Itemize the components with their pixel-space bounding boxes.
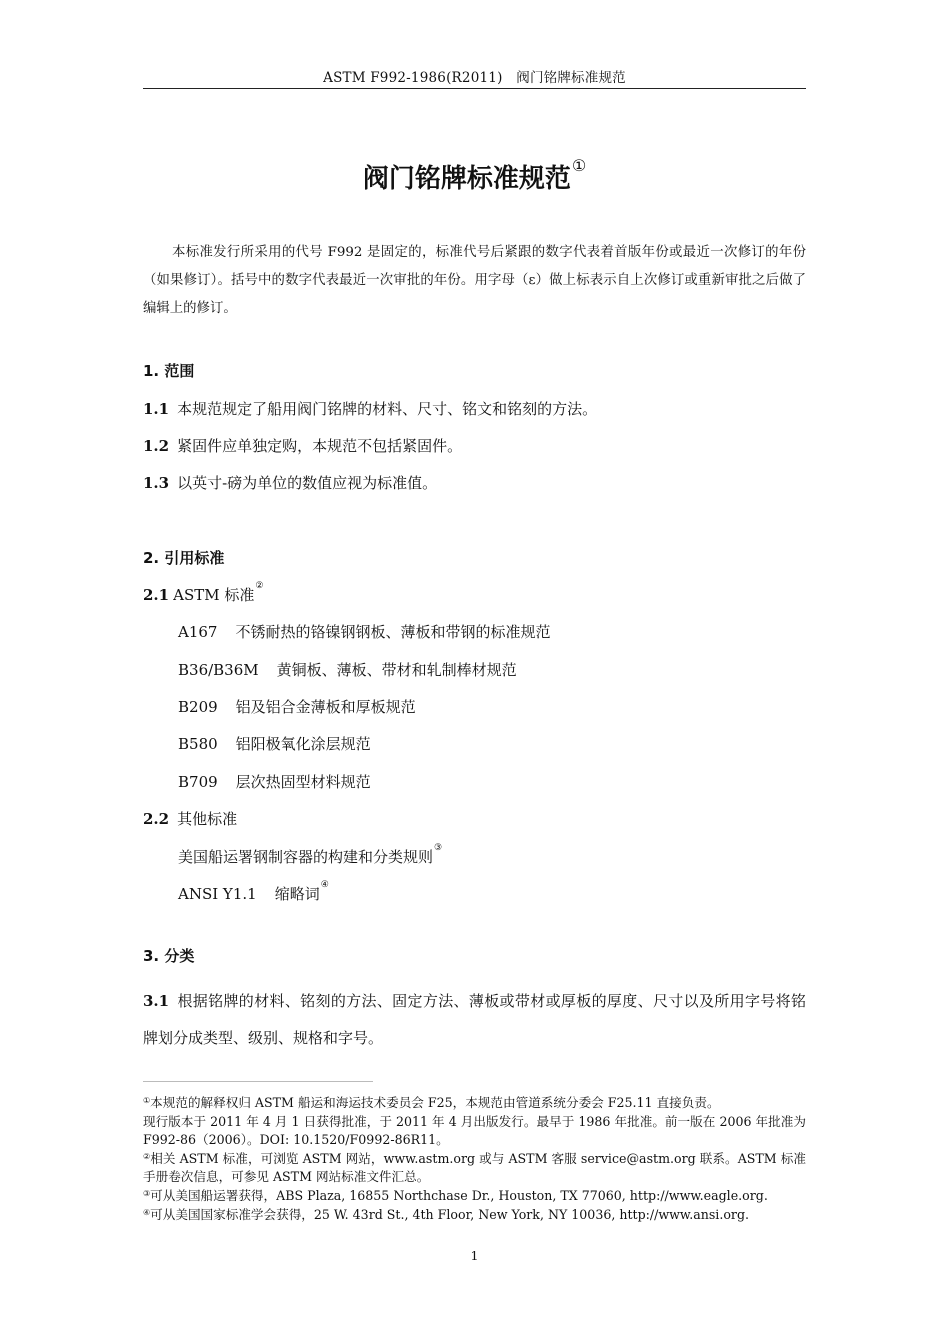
footnote-text: 本规范的解释权归 ASTM 船运和海运技术委员会 F25，本规范由管道系统分委会 F25.11 直接负责。	[150, 1095, 720, 1110]
section-1-heading: 1. 范围	[143, 362, 195, 380]
clause-text: 以英寸-磅为单位的数值应视为标准值。	[177, 474, 438, 492]
footnote-4	[143, 1206, 806, 1225]
ref-title: 黄铜板、薄板、带材和轧制棒材规范	[276, 661, 517, 679]
footnote-mark: ②	[255, 581, 264, 591]
clause-number: 3.1	[143, 992, 170, 1010]
footnote-3	[143, 1187, 806, 1206]
footnote-text: 相关 ASTM 标准，可浏览 ASTM 网站，www.astm.org 或与 ASTM 客服 service@astm.org 联系。ASTM 标准手册卷次信息，可参见 ASTM 网站标准文件汇总。	[143, 1150, 806, 1185]
ref-title: 缩略词	[274, 885, 320, 903]
title-text: 阀门铭牌标准规范	[362, 164, 571, 194]
ref-code: B709	[178, 773, 218, 791]
footnote-2	[143, 1150, 806, 1187]
clause-3-1	[143, 983, 806, 1057]
clause-number: 2.2	[143, 810, 170, 828]
clause-number: 1.2	[143, 437, 170, 455]
header-rule	[143, 88, 806, 89]
other-ref-abs	[178, 843, 443, 867]
ref-code: B36/B36M	[178, 661, 259, 679]
footnote-mark: ③	[143, 1188, 151, 1198]
footnotes	[143, 1094, 806, 1224]
clause-number: 1.1	[143, 400, 170, 418]
clause-text: 紧固件应单独定购，本规范不包括紧固件。	[177, 437, 463, 455]
footnote-mark: ②	[143, 1151, 151, 1161]
clause-number: 2.1	[143, 586, 170, 604]
document-title	[143, 158, 806, 195]
footnote-mark: ①	[143, 1096, 151, 1105]
astm-ref-b580	[178, 733, 371, 754]
footnote-1	[143, 1094, 806, 1113]
clause-text: ASTM 标准	[173, 586, 255, 604]
section-2-heading: 2. 引用标准	[143, 549, 225, 567]
footnote-1-cont	[143, 1113, 806, 1150]
title-footnote-mark: ①	[571, 156, 587, 175]
footnote-separator	[143, 1081, 373, 1082]
ref-code: B209	[178, 698, 218, 716]
astm-ref-b209	[178, 696, 416, 717]
preface-paragraph: 本标准发行所采用的代号 F992 是固定的，标准代号后紧跟的数字代表着首版年份或最近一次修订的年份（如果修订）。括号中的数字代表最近一次审批的年份。用字母（ε）做上标表示自上次修订或重新审批之后做了编辑上的修订。	[143, 245, 806, 316]
ref-title: 层次热固型材料规范	[235, 773, 371, 791]
clause-text: 其他标准	[177, 810, 238, 828]
clause-number: 1.3	[143, 474, 170, 492]
footnote-mark: ④	[143, 1207, 151, 1217]
footnote-text: 现行版本于 2011 年 4 月 1 日获得批准，于 2011 年 4 月出版发行。最早于 1986 年批准。前一版在 2006 年批准为 F992-86（2006）。DOI: 10.1520/F0992-86R11。	[143, 1113, 806, 1148]
ref-title: 美国船运署钢制容器的构建和分类规则	[178, 848, 434, 866]
ref-code: A167	[178, 623, 218, 641]
clause-1-3	[143, 472, 437, 493]
footnote-text: 可从美国国家标准学会获得，25 W. 43rd St., 4th Floor, New York, NY 10036, http://www.ansi.org.	[150, 1206, 750, 1222]
footnote-mark: ③	[434, 843, 443, 853]
clause-text: 本规范规定了船用阀门铭牌的材料、尺寸、铭文和铭刻的方法。	[177, 400, 598, 418]
ref-title: 铝及铝合金薄板和厚板规范	[235, 698, 416, 716]
clause-1-2	[143, 435, 462, 456]
clause-2-1	[143, 581, 264, 605]
section-3-heading: 3. 分类	[143, 947, 195, 965]
ref-title: 不锈耐热的铬镍钢钢板、薄板和带钢的标准规范	[235, 623, 551, 641]
astm-ref-b36	[178, 659, 517, 680]
ref-title: 铝阳极氧化涂层规范	[235, 735, 371, 753]
clause-2-2	[143, 808, 237, 829]
clause-text: 根据铭牌的材料、铭刻的方法、固定方法、薄板或带材或厚板的厚度、尺寸以及所用字号将铭牌划分成类型、级别、规格和字号。	[143, 992, 806, 1047]
astm-ref-b709	[178, 771, 371, 792]
other-ref-ansi	[178, 880, 329, 904]
running-header: ASTM F992-1986(R2011) 阀门铭牌标准规范	[323, 70, 626, 86]
clause-1-1	[143, 398, 597, 419]
astm-ref-a167	[178, 621, 550, 642]
footnote-text: 可从美国船运署获得，ABS Plaza, 16855 Northchase Dr., Houston, TX 77060, http://www.eagle.org.	[150, 1187, 768, 1203]
footnote-mark: ④	[320, 880, 329, 890]
ref-code: B580	[178, 735, 218, 753]
ref-code: ANSI Y1.1	[178, 885, 257, 903]
page-number: 1	[470, 1248, 479, 1263]
